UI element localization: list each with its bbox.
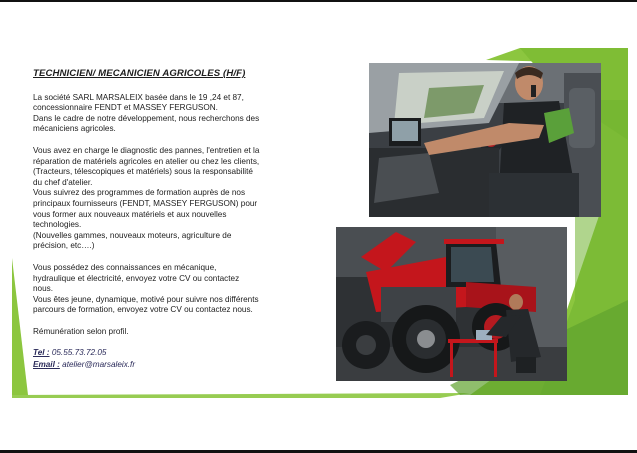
technician-photo xyxy=(369,63,601,217)
text-line: Vous possédez des connaissances en mécanique, xyxy=(33,262,217,272)
page-title: TECHNICIEN/ MECANICIEN AGRICOLES (H/F) xyxy=(33,68,246,79)
text-line: nous. xyxy=(33,284,54,294)
paragraph-salary xyxy=(33,327,291,338)
text-line: hydraulique et électricité, envoyez votre CV ou contactez xyxy=(33,273,240,283)
text-line: (Nouvelles gammes, nouveaux moteurs, agriculture de xyxy=(33,230,232,240)
text-line: Rémunération selon profil. xyxy=(33,326,129,336)
text-line: principaux fournisseurs (FENDT, MASSEY FERGUSON) pour xyxy=(33,198,258,208)
text-line: vous former aux nouveaux matériels et aux nouvelles xyxy=(33,209,227,219)
tractor-photo xyxy=(336,227,567,381)
email-label: Email : xyxy=(33,360,60,370)
contact-block xyxy=(33,348,291,370)
text-line: Dans le cadre de notre développement, nous recherchons des xyxy=(33,113,260,123)
text-line: précision, etc….) xyxy=(33,241,95,251)
email-address[interactable]: atelier@marsaleix.fr xyxy=(62,360,136,370)
phone-number[interactable]: 05.55.73.72.05 xyxy=(51,348,107,358)
text-line: technologies. xyxy=(33,220,82,230)
phone-label: Tel : xyxy=(33,348,50,358)
job-posting xyxy=(33,69,291,372)
text-line: Vous suivrez des programmes de formation auprès de nos xyxy=(33,188,246,198)
text-line: parcours de formation, envoyez votre CV ou contactez nous. xyxy=(33,305,253,315)
text-line: mécaniciens agricoles. xyxy=(33,124,116,134)
text-line: (Tracteurs, télescopiques et matériels) sous la responsabilité xyxy=(33,167,253,177)
phone-row xyxy=(33,348,291,359)
text-line: concessionnaire FENDT et MASSEY FERGUSON. xyxy=(33,103,218,113)
text-line: du chef d'atelier. xyxy=(33,177,93,187)
paragraph-intro xyxy=(33,93,291,135)
paragraph-missions xyxy=(33,146,291,252)
email-row xyxy=(33,360,291,371)
text-line: Vous avez en charge le diagnostic des pannes, l'entretien et la xyxy=(33,145,260,155)
paragraph-profile xyxy=(33,263,291,316)
text-line: réparation de matériels agricoles en atelier ou chez les clients, xyxy=(33,156,260,166)
text-line: Vous êtes jeune, dynamique, motivé pour suivre nos différents xyxy=(33,294,259,304)
text-line: La société SARL MARSALEIX basée dans le 19 ,24 et 87, xyxy=(33,92,244,102)
